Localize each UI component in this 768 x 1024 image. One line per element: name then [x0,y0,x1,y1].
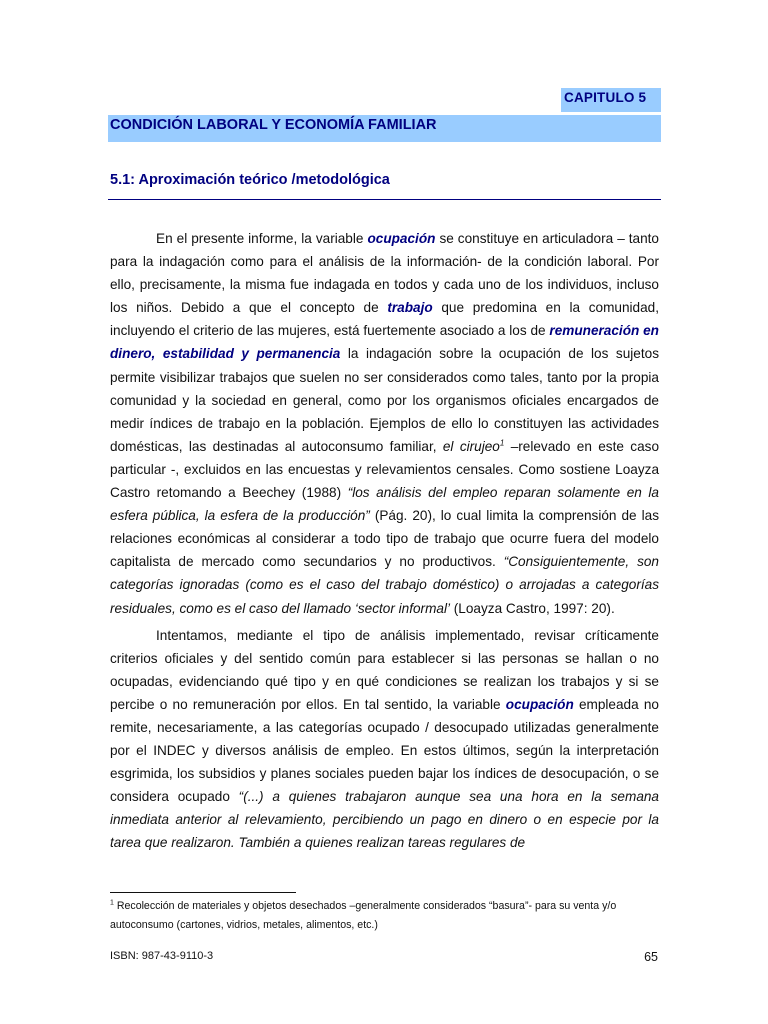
text-run: se constituye en articuladora – tanto para la indagación como para el análisis de la información- de la condición laboral. Por ello, precisamente, la misma fue indagada en todos y cada uno de los individuos, incluso los niños. Debido a que el concepto de [110,231,659,316]
text-run: Intentamos, mediante el tipo de análisis implementado, revisar críticamente criterios oficiales y del sentido común para establecer si las personas se hallan o no ocupadas, evidenciando qué tipo y en qué condiciones se realizan los trabajos y si se percibe o no remuneración por ellos. En tal sentido, la variable [110,627,659,712]
keyword-remuneracion: remuneración en dinero [110,323,659,362]
page-number: 65 [644,950,658,964]
paragraph-1 [110,227,659,620]
footnote-mark: 1 [110,899,114,907]
text-run: que predomina en la comunidad, incluyendo el criterio de las mujeres, está fuertemente asociado a los de [110,300,659,339]
chapter-label: CAPITULO 5 [564,90,647,105]
keyword-trabajo: trabajo [387,300,433,316]
quote-loayza: “Consiguientemente, son categorías ignoradas (como es el caso del trabajo doméstico) o arrojadas a categorías residuales, como es el caso del llamado ‘sector informal’ [110,554,659,616]
footnote-divider [110,892,296,893]
isbn: ISBN: 987-43-9110-3 [110,950,214,962]
text-run: (Pág. 20), lo cual limita la comprensión de las relaciones económicas al considerar a todo tipo de trabajo que ocurre fuera del modelo capitalista de mercado como secundarios y no productivos. [110,508,659,570]
footnote-text: Recolección de materiales y objetos desechados –generalmente considerados “basura”- para su venta y/o autoconsumo (cartones, vidrios, metales, alimentos, etc.) [110,900,617,931]
text-run: –relevado en este caso particular -, excluidos en las encuestas y relevamientos censales. Como sostiene Loayza Castro retomando a Beechey (1988) [110,438,660,501]
footnote-reference: 1 [499,438,505,448]
text-run: empleada no remite, necesariamente, a las categorías ocupado / desocupado utilizadas generalmente por el INDEC y diversos análisis de empleo. En estos últimos, según la interpretación esgrimida, los subsidios y planes sociales pueden bajar los índices de desocupación, o se considera ocupado [110,696,659,805]
keyword-separator: y [233,346,257,362]
quote-beechey: “los análisis del empleo reparan solamente en la esfera pública, la esfera de la producción” [110,485,659,524]
keyword-separator: , [151,346,163,362]
keyword-estabilidad: estabilidad [162,346,234,362]
quote-indec: “(...) a quienes trabajaron aunque sea una hora en la semana inmediata anterior al relevamiento, percibiendo un pago en dinero o en especie por la tarea que realizaron. También a quienes realizan tareas regulares de [110,789,659,851]
keyword-ocupacion: ocupación [505,696,574,712]
body-text [110,227,659,859]
text-run: la indagación sobre la ocupación de los sujetos permite visibilizar trabajos que suelen no ser considerados como tales, tanto por la propia comunidad y la sociedad en general, como por los organismos oficiales encargados de medir índices de trabajo en la población. Ejemplos de ello lo constituyen las actividades domésticas, las destinadas al autoconsumo familiar, [110,346,659,454]
section-heading: 5.1: Aproximación teórico /metodológica [110,172,390,188]
italic-cirujeo: el cirujeo [442,438,500,454]
text-run: (Loayza Castro, 1997: 20). [450,600,615,616]
text-run: En el presente informe, la variable [156,231,368,246]
section-divider [108,199,661,200]
paragraph-2 [110,624,659,855]
chapter-title: CONDICIÓN LABORAL Y ECONOMÍA FAMILIAR [110,117,437,133]
keyword-ocupacion: ocupación [367,231,436,246]
keyword-permanencia: permanencia [256,346,341,362]
footnote [110,897,659,935]
